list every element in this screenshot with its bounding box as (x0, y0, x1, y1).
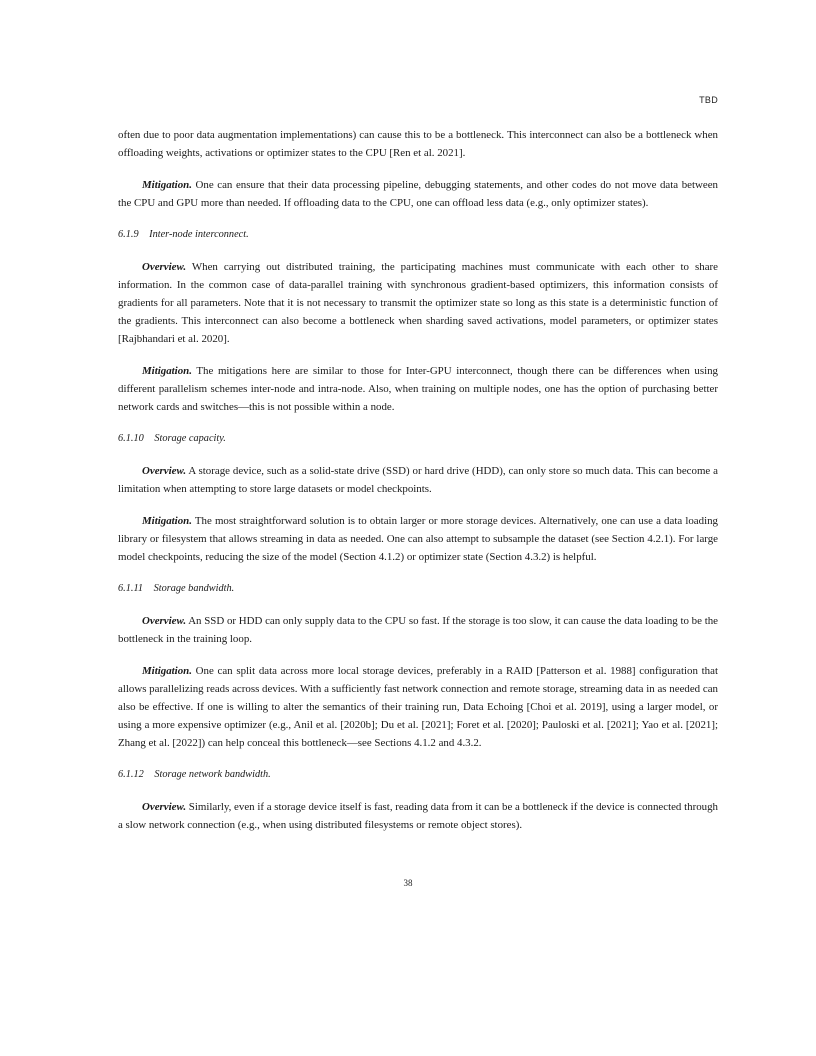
runin-heading: Overview. (142, 465, 187, 477)
subsection-heading (118, 226, 718, 244)
runin-heading: Overview. (142, 261, 187, 273)
runin-heading: Overview. (142, 801, 187, 813)
paragraph-text: When carrying out distributed training, the participating machines must communicate with each other to share information. In the common case of data-parallel training with synchronous gradient-based optimizers, this information consists of gradients for all parameters. Note that it is not necessary to transmit the optimizer state so long as this state is a deterministic function of the gradients. This interconnect can also become a bottleneck when sharding saved activations, model parameters, or optimizer states [Rajbhandari et al. 2020]. (118, 261, 718, 345)
paragraph-text: One can split data across more local storage devices, preferably in a RAID [Patterson et al. 1988] configuration that allows parallelizing reads across devices. With a sufficiently fast network connection and remote storage, streaming data in as needed can also be effective. If one is willing to alter the semantics of their training run, Data Echoing [Choi et al. 2019], using a larger model, or using a more expensive optimizer (e.g., Anil et al. [2020b]; Du et al. [2021]; Foret et al. [2020]; Pauloski et al. [2021]; Yao et al. [2021]; Zhang et al. [2022]) can help conceal this bottleneck—see Sections 4.1.2 and 4.3.2. (118, 665, 718, 749)
subsection-heading (118, 580, 718, 598)
running-head: TBD (699, 95, 718, 105)
paragraph-mitigation (118, 512, 718, 566)
paragraph-mitigation (118, 176, 718, 212)
runin-heading: Mitigation. (142, 515, 192, 527)
section-title: Inter-node interconnect. (149, 229, 249, 240)
paragraph (118, 126, 718, 162)
runin-heading: Mitigation. (142, 365, 192, 377)
section-title: Storage bandwidth. (153, 583, 235, 594)
paragraph-overview (118, 462, 718, 498)
paragraph-text: Similarly, even if a storage device itself is fast, reading data from it can be a bottleneck if the device is connected through a slow network connection (e.g., when using distributed filesystems or remote object stores). (118, 801, 718, 831)
subsection-heading (118, 766, 718, 784)
page-number: 38 (403, 878, 413, 888)
paragraph-mitigation (118, 662, 718, 752)
paragraph-text: often due to poor data augmentation implementations) can cause this to be a bottleneck. This interconnect can also be a bottleneck when offloading weights, activations or optimizer states to the CPU [Ren et al. 2021]. (118, 129, 718, 159)
section-number: 6.1.10 (118, 433, 144, 444)
paragraph-mitigation (118, 362, 718, 416)
section-title: Storage network bandwidth. (154, 769, 271, 780)
runin-heading: Mitigation. (142, 179, 192, 191)
runin-heading: Mitigation. (142, 665, 192, 677)
paragraph-text: A storage device, such as a solid-state drive (SSD) or hard drive (HDD), can only store so much data. This can become a limitation when attempting to store large datasets or model checkpoints. (118, 465, 718, 495)
paragraph-text: An SSD or HDD can only supply data to the CPU so fast. If the storage is too slow, it can cause the data loading to be the bottleneck in the training loop. (118, 615, 718, 645)
paragraph-text: The most straightforward solution is to obtain larger or more storage devices. Alternatively, one can use a data loading library or filesystem that allows streaming in data as needed. One can also attempt to subsample the dataset (see Section 4.2.1). For large model checkpoints, reducing the size of the model (Section 4.1.2) or optimizer state (Section 4.3.2) is helpful. (118, 515, 718, 563)
paragraph-text: One can ensure that their data processing pipeline, debugging statements, and other codes do not move data between the CPU and GPU more than needed. If offloading data to the CPU, one can offload less data (e.g., only optimizer states). (118, 179, 718, 209)
paragraph-text: The mitigations here are similar to those for Inter-GPU interconnect, though there can be differences when using different parallelism schemes inter-node and intra-node. Also, when training on multiple nodes, one has the option of purchasing better network cards and switches—this is not possible within a node. (118, 365, 719, 413)
paragraph-overview (118, 612, 718, 648)
paragraph-overview (118, 258, 718, 348)
body-text (118, 126, 718, 848)
section-number: 6.1.11 (118, 583, 143, 594)
paragraph-overview (118, 798, 718, 834)
section-number: 6.1.12 (118, 769, 144, 780)
subsection-heading (118, 430, 718, 448)
runin-heading: Overview. (142, 615, 187, 627)
section-number: 6.1.9 (118, 229, 139, 240)
section-title: Storage capacity. (154, 433, 226, 444)
